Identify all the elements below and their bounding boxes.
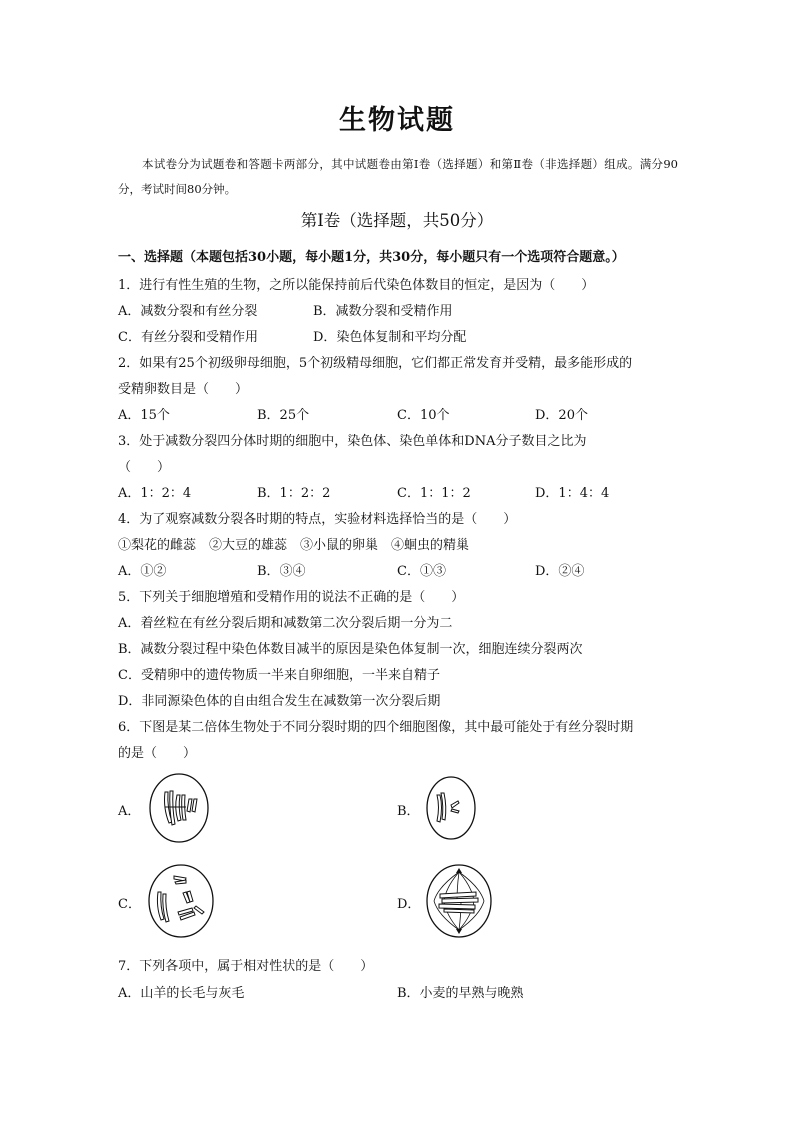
exam-intro: 本试卷分为试题卷和答题卡两部分，其中试题卷由第Ⅰ卷（选择题）和第Ⅱ卷（非选择题）组成。满分90分，考试时间80分钟。 [118,157,678,196]
question-7-stem: 7．下列各项中，属于相对性状的是（ ） [118,959,374,974]
cell-diagram-b [425,775,477,841]
question-1-option-a: A．减数分裂和有丝分裂 [118,304,258,319]
question-2-option-b: B．25个 [257,408,310,423]
question-2-option-a: A．15个 [118,408,170,423]
cell-diagram-a [147,771,211,845]
section-title: 第Ⅰ卷（选择题，共50分） [300,211,494,230]
question-3-stem-line2: （ ） [118,460,171,475]
question-4-option-d: D．②④ [535,564,585,579]
question-6-option-c: C． [118,897,141,912]
cell-diagram-c [146,862,216,940]
question-3-option-d: D．1：4：4 [535,486,610,501]
question-3-option-a: A．1：2：4 [118,486,192,501]
question-3-option-b: B．1：2：2 [257,486,331,501]
question-6-option-b: B． [397,804,420,819]
question-1-option-c: C．有丝分裂和受精作用 [118,330,258,345]
question-3-stem-line1: 3．处于减数分裂四分体时期的细胞中，染色体、染色单体和DNA分子数目之比为 [118,434,587,449]
question-1-option-b: B．减数分裂和受精作用 [313,304,453,319]
question-2-option-c: C．10个 [397,408,450,423]
cell-diagram-d [424,862,494,940]
question-6-stem-line1: 6．下图是某二倍体生物处于不同分裂时期的四个细胞图像，其中最可能处于有丝分裂时期 [118,720,634,735]
question-1-stem: 1．进行有性生殖的生物，之所以能保持前后代染色体数目的恒定，是因为（ ） [118,278,595,293]
question-2-stem-line1: 2．如果有25个初级卵母细胞，5个初级精母细胞，它们都正常发育并受精，最多能形成的 [118,356,633,371]
question-4-option-c: C．①③ [397,564,446,579]
question-4-stem: 4．为了观察减数分裂各时期的特点，实验材料选择恰当的是（ ） [118,512,517,527]
question-6-stem-line2: 的是（ ） [118,746,197,761]
page-title: 生物试题 [339,105,455,136]
question-1-option-d: D．染色体复制和平均分配 [313,330,467,345]
part-heading: 一、选择题（本题包括30小题，每小题1分，共30分，每小题只有一个选项符合题意。） [118,250,625,265]
question-5-option-a: A．着丝粒在有丝分裂后期和减数第二次分裂后期一分为二 [118,616,453,631]
question-7-option-b: B．小麦的早熟与晚熟 [397,986,524,1001]
question-5-option-d: D．非同源染色体的自由组合发生在减数第一次分裂后期 [118,694,441,709]
question-5-option-c: C．受精卵中的遗传物质一半来自卵细胞，一半来自精子 [118,668,440,683]
question-6-option-d: D． [397,897,421,912]
question-4-option-a: A．①② [118,564,167,579]
question-4-option-b: B．③④ [257,564,306,579]
question-2-option-d: D．20个 [535,408,588,423]
question-4-materials: ①梨花的雌蕊 ②大豆的雄蕊 ③小鼠的卵巢 ④蛔虫的精巢 [118,538,470,553]
question-6-option-a: A． [118,804,141,819]
question-5-stem: 5．下列关于细胞增殖和受精作用的说法不正确的是（ ） [118,590,465,605]
question-3-option-c: C．1：1：2 [397,486,471,501]
question-7-option-a: A．山羊的长毛与灰毛 [118,986,245,1001]
question-2-stem-line2: 受精卵数目是（ ） [118,382,249,397]
question-5-option-b: B．减数分裂过程中染色体数目减半的原因是染色体复制一次，细胞连续分裂两次 [118,642,583,657]
